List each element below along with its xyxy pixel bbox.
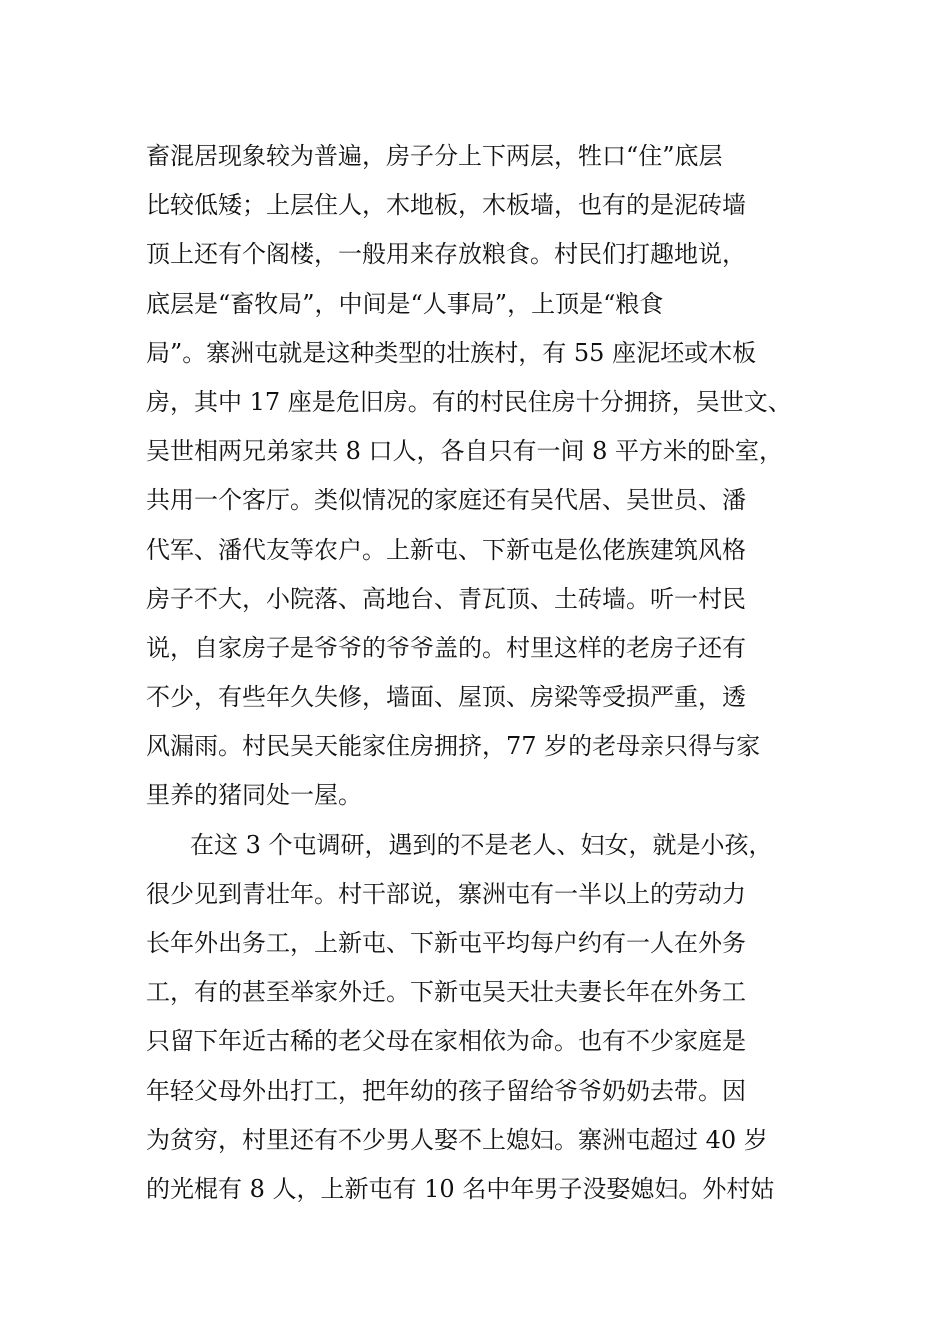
body-text bbox=[146, 132, 816, 1214]
text-line: 吴世相两兄弟家共 8 口人，各自只有一间 8 平方米的卧室， bbox=[146, 437, 784, 466]
text-line-first: 在这 3 个屯调研，遇到的不是老人、妇女，就是小孩， bbox=[190, 830, 773, 859]
text-line: 顶上还有个阁楼，一般用来存放粮食。村民们打趣地说， bbox=[146, 240, 746, 269]
text-line: 局”。寨洲屯就是这种类型的壮族村，有 55 座泥坯或木板 bbox=[146, 338, 757, 367]
text-line: 共用一个客厅。类似情况的家庭还有吴代居、吴世员、潘 bbox=[146, 486, 746, 515]
text-line: 底层是“畜牧局”，中间是“人事局”，上顶是“粮食 bbox=[146, 289, 664, 318]
text-line: 说，自家房子是爷爷的爷爷盖的。村里这样的老房子还有 bbox=[146, 633, 746, 662]
text-line: 的光棍有 8 人，上新屯有 10 名中年男子没娶媳妇。外村姑 bbox=[146, 1174, 775, 1203]
text-line: 年轻父母外出打工，把年幼的孩子留给爷爷奶奶去带。因 bbox=[146, 1076, 746, 1105]
text-line: 风漏雨。村民吴天能家住房拥挤，77 岁的老母亲只得与家 bbox=[146, 732, 761, 761]
paragraph-labor-migration bbox=[146, 821, 816, 1215]
text-line: 只留下年近古稀的老父母在家相依为命。也有不少家庭是 bbox=[146, 1027, 746, 1056]
text-line: 房，其中 17 座是危旧房。有的村民住房十分拥挤，吴世文、 bbox=[146, 387, 792, 416]
text-line: 不少，有些年久失修，墙面、屋顶、房梁等受损严重，透 bbox=[146, 683, 746, 712]
text-line: 比较低矮；上层住人，木地板，木板墙，也有的是泥砖墙 bbox=[146, 191, 746, 220]
text-line: 代军、潘代友等农户。上新屯、下新屯是仫佬族建筑风格 bbox=[146, 535, 746, 564]
text-line: 为贫穷，村里还有不少男人娶不上媳妇。寨洲屯超过 40 岁 bbox=[146, 1125, 768, 1154]
text-line: 很少见到青壮年。村干部说，寨洲屯有一半以上的劳动力 bbox=[146, 879, 746, 908]
text-line: 里养的猪同处一屋。 bbox=[146, 781, 362, 810]
paragraph-housing bbox=[146, 132, 816, 821]
text-line: 长年外出务工，上新屯、下新屯平均每户约有一人在外务 bbox=[146, 929, 746, 957]
text-line: 畜混居现象较为普遍，房子分上下两层，牲口“住”底层 bbox=[146, 142, 723, 170]
text-line: 工，有的甚至举家外迁。下新屯吴天壮夫妻长年在外务工 bbox=[146, 978, 746, 1007]
text-line: 房子不大，小院落、高地台、青瓦顶、土砖墙。听一村民 bbox=[146, 584, 746, 613]
